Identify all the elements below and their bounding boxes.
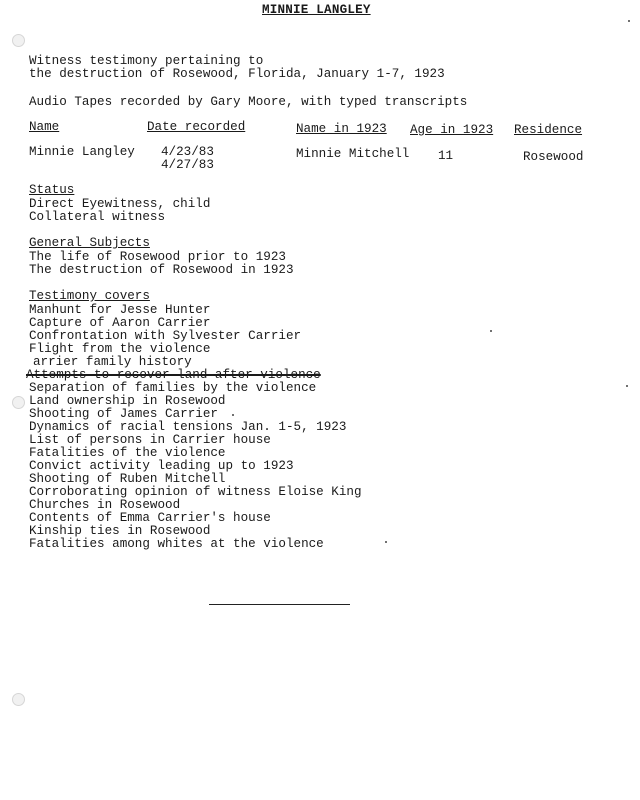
testimony-item: Churches in Rosewood bbox=[29, 498, 181, 512]
testimony-item: Manhunt for Jesse Hunter bbox=[29, 303, 211, 317]
punch-hole-top bbox=[12, 34, 25, 47]
testimony-item: arrier family history bbox=[33, 355, 192, 369]
scan-speck bbox=[626, 385, 628, 387]
row-age-in-1923: 11 bbox=[438, 149, 454, 163]
testimony-item: Confrontation with Sylvester Carrier bbox=[29, 329, 302, 343]
general-subject-item: The destruction of Rosewood in 1923 bbox=[29, 263, 294, 277]
header-date-recorded: Date recorded bbox=[147, 120, 246, 134]
testimony-item: Contents of Emma Carrier's house bbox=[29, 511, 271, 525]
scan-speck bbox=[232, 414, 234, 416]
testimony-item: List of persons in Carrier house bbox=[29, 433, 271, 447]
testimony-item: Corroborating opinion of witness Eloise King bbox=[29, 485, 362, 499]
testimony-item: Capture of Aaron Carrier bbox=[29, 316, 211, 330]
document-title: MINNIE LANGLEY bbox=[262, 3, 371, 17]
testimony-item: Fatalities of the violence bbox=[29, 446, 226, 460]
row-name-in-1923: Minnie Mitchell bbox=[296, 147, 410, 161]
testimony-item: Separation of families by the violence bbox=[29, 381, 317, 395]
testimony-item-struck: Attempts to recover land after violence bbox=[26, 368, 321, 382]
closing-rule bbox=[209, 604, 350, 605]
row-date-2: 4/27/83 bbox=[161, 158, 214, 172]
header-name-in-1923: Name in 1923 bbox=[296, 122, 387, 136]
testimony-item: Shooting of James Carrier bbox=[29, 407, 218, 421]
scan-speck bbox=[385, 541, 387, 543]
testimony-item: Fatalities among whites at the violence bbox=[29, 537, 324, 551]
testimony-heading: Testimony covers bbox=[29, 289, 150, 303]
status-item: Direct Eyewitness, child bbox=[29, 197, 211, 211]
testimony-item: Convict activity leading up to 1923 bbox=[29, 459, 294, 473]
scan-speck bbox=[490, 330, 492, 332]
scan-speck bbox=[628, 20, 630, 22]
row-name: Minnie Langley bbox=[29, 145, 135, 159]
punch-hole-middle bbox=[12, 396, 25, 409]
general-subjects-heading: General Subjects bbox=[29, 236, 150, 250]
header-age-in-1923: Age in 1923 bbox=[410, 123, 494, 137]
row-date-1: 4/23/83 bbox=[161, 145, 214, 159]
testimony-item: Flight from the violence bbox=[29, 342, 211, 356]
status-item: Collateral witness bbox=[29, 210, 166, 224]
intro-line-2: the destruction of Rosewood, Florida, January 1-7, 1923 bbox=[29, 67, 445, 81]
header-name: Name bbox=[29, 120, 60, 134]
punch-hole-bottom bbox=[12, 693, 25, 706]
intro-line-3: Audio Tapes recorded by Gary Moore, with typed transcripts bbox=[29, 95, 468, 109]
intro-line-1: Witness testimony pertaining to bbox=[29, 54, 264, 68]
testimony-item: Kinship ties in Rosewood bbox=[29, 524, 211, 538]
row-residence: Rosewood bbox=[523, 150, 584, 164]
testimony-item: Shooting of Ruben Mitchell bbox=[29, 472, 226, 486]
testimony-item: Land ownership in Rosewood bbox=[29, 394, 226, 408]
testimony-item: Dynamics of racial tensions Jan. 1-5, 1923 bbox=[29, 420, 347, 434]
header-residence: Residence bbox=[514, 123, 583, 137]
status-heading: Status bbox=[29, 183, 75, 197]
general-subject-item: The life of Rosewood prior to 1923 bbox=[29, 250, 286, 264]
